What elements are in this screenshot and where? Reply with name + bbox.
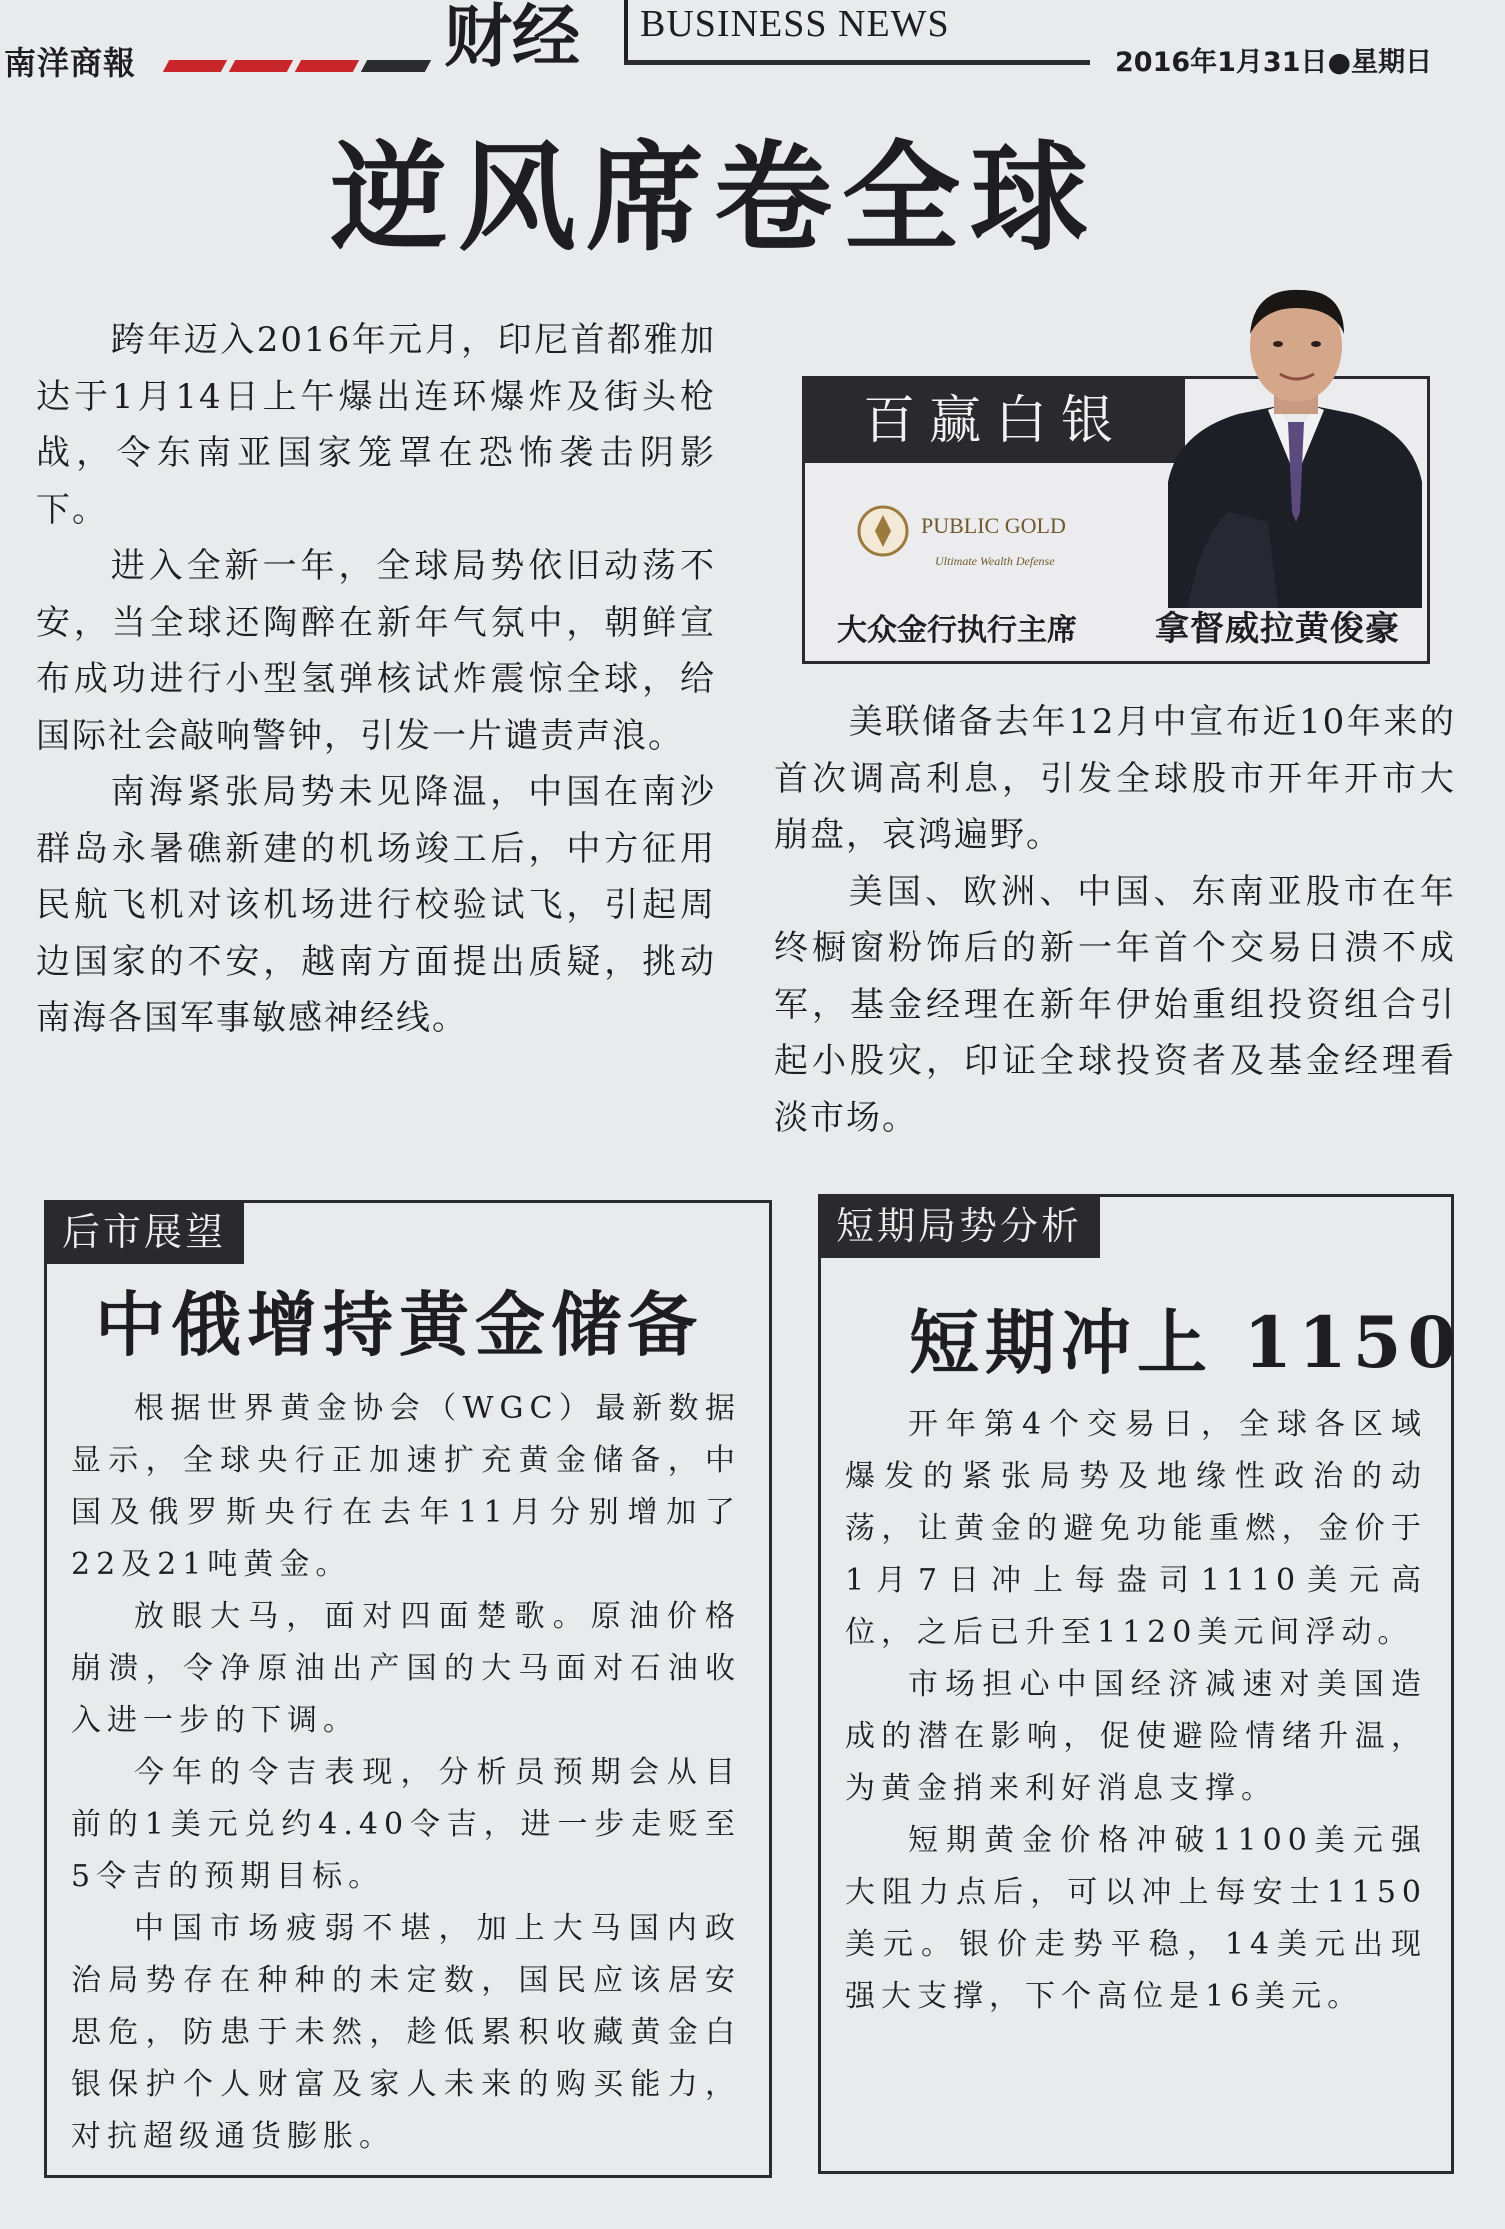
section-rule bbox=[624, 60, 1090, 65]
masthead-stripe bbox=[229, 60, 293, 72]
logo-tagline: Ultimate Wealth Defense bbox=[935, 554, 1055, 568]
analysis-paragraph: 市场担心中国经济减速对美国造成的潜在影响，促使避险情绪升温，为黄金捎来利好消息支撑。 bbox=[845, 1667, 1427, 1806]
outlook-body bbox=[71, 1383, 741, 2163]
columnist-portrait bbox=[1168, 282, 1422, 608]
analysis-body bbox=[845, 1399, 1427, 2023]
article-paragraph: 进入全新一年，全球局势依旧动荡不安，当全球还陶醉在新年气氛中，朝鲜宣布成功进行小型氢弹核试炸震惊全球，给国际社会敲响警钟，引发一片谴责声浪。 bbox=[36, 546, 716, 756]
article-paragraph: 南海紧张局势未见降温，中国在南沙群岛永暑礁新建的机场竣工后，中方征用民航飞机对该机场进行校验试飞，引起周边国家的不安，越南方面提出质疑，挑动南海各国军事敏感神经线。 bbox=[36, 772, 716, 1038]
analysis-title: 短期冲上 1150 bbox=[909, 1301, 1463, 1384]
outlook-tag: 后市展望 bbox=[44, 1200, 244, 1264]
outlook-box bbox=[44, 1200, 772, 2178]
masthead-stripe bbox=[361, 60, 431, 72]
outlook-paragraph: 根据世界黄金协会（WGC）最新数据显示，全球央行正加速扩充黄金储备，中国及俄罗斯央行在去年11月分别增加了22及21吨黄金。 bbox=[71, 1391, 741, 1582]
column-label: 百赢白银 bbox=[805, 379, 1185, 463]
logo-text: PUBLIC GOLD bbox=[921, 513, 1066, 538]
outlook-paragraph: 今年的令吉表现，分析员预期会从目前的1美元兑约4.40令吉，进一步走贬至5令吉的预期目标。 bbox=[71, 1755, 741, 1894]
masthead bbox=[0, 0, 1505, 88]
public-gold-logo bbox=[853, 493, 1133, 573]
article-paragraph: 跨年迈入2016年元月，印尼首都雅加达于1月14日上午爆出连环爆炸及街头枪战，令东南亚国家笼罩在恐怖袭击阴影下。 bbox=[36, 320, 716, 530]
analysis-box bbox=[818, 1194, 1463, 2174]
analysis-paragraph: 开年第4个交易日，全球各区域爆发的紧张局势及地缘性政治的动荡，让黄金的避免功能重燃，金价于1月7日冲上每盎司1110美元高位，之后已升至1120美元间浮动。 bbox=[845, 1407, 1427, 1650]
publication-date: 2016年1月31日●星期日 bbox=[1115, 47, 1433, 78]
analysis-paragraph: 短期黄金价格冲破1100美元强大阻力点后，可以冲上每安士1150美元。银价走势平稳，14美元出现强大支撑，下个高位是16美元。 bbox=[845, 1823, 1427, 2014]
outlook-title: 中俄增持黄金储备 bbox=[95, 1283, 703, 1366]
outlook-paragraph: 中国市场疲弱不堪，加上大马国内政治局势存在种种的未定数，国民应该居安思危，防患于未然，趁低累积收藏黄金白银保护个人财富及家人未来的购买能力，对抗超级通货膨胀。 bbox=[71, 1911, 741, 2154]
outlook-paragraph: 放眼大马，面对四面楚歌。原油价格崩溃，令净原油出产国的大马面对石油收入进一步的下调。 bbox=[71, 1599, 741, 1738]
analysis-tag: 短期局势分析 bbox=[818, 1194, 1100, 1258]
article-paragraph: 美联储备去年12月中宣布近10年来的首次调高利息，引发全球股市开年开市大崩盘，哀鸿遍野。 bbox=[774, 702, 1456, 855]
masthead-stripe bbox=[163, 60, 227, 72]
section-title-english: BUSINESS NEWS bbox=[640, 3, 950, 45]
article-paragraph: 美国、欧洲、中国、东南亚股市在年终橱窗粉饰后的新一年首个交易日溃不成军，基金经理在新年伊始重组投资组合引起小股灾，印证全球投资者及基金经理看淡市场。 bbox=[774, 871, 1456, 1138]
section-title: 财经 bbox=[444, 0, 581, 77]
columnist-role: 大众金行执行主席 bbox=[837, 613, 1077, 648]
newspaper-name: 南洋商報 bbox=[4, 44, 137, 82]
columnist-name: 拿督威拉黄俊豪 bbox=[1155, 609, 1400, 649]
article-left-column bbox=[36, 312, 716, 1047]
masthead-stripe bbox=[295, 60, 359, 72]
article-right-column bbox=[774, 694, 1456, 1146]
main-headline: 逆风席卷全球 bbox=[330, 128, 1099, 267]
